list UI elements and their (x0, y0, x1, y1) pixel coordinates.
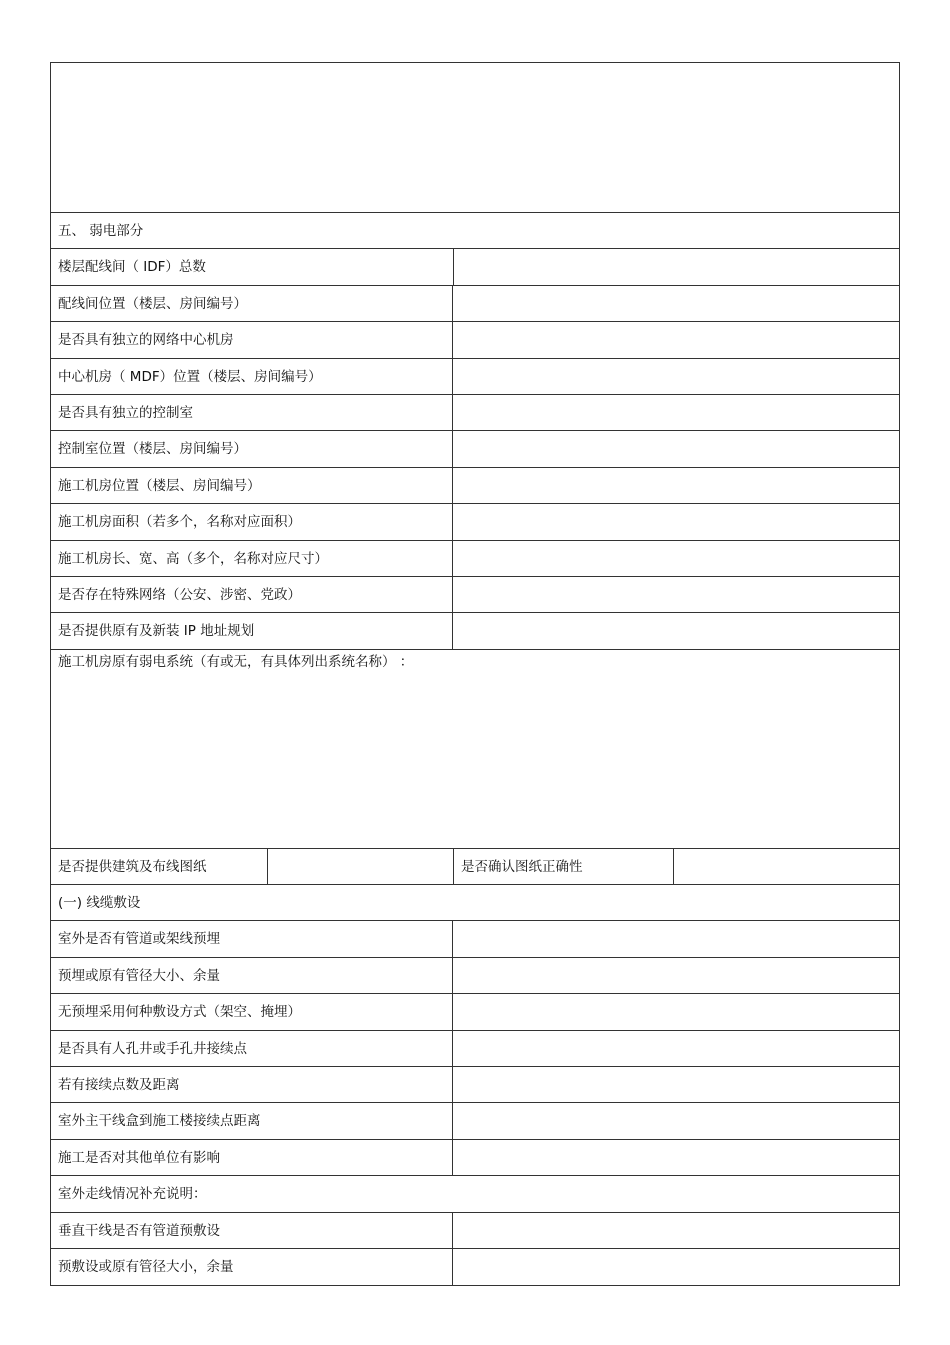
row-label: 室外主干线盒到施工楼接续点距离 (51, 1103, 453, 1138)
table-row (51, 1249, 899, 1285)
row-value[interactable] (453, 504, 899, 539)
row-label: 配线间位置（楼层、房间编号） (51, 286, 453, 321)
row-value[interactable] (453, 1067, 899, 1102)
table-row (51, 395, 899, 431)
existing-systems-row (51, 650, 899, 849)
row-value[interactable] (453, 359, 899, 394)
outdoor-note-row (51, 1176, 899, 1212)
subsection-header-row (51, 885, 899, 921)
row-label: 无预埋采用何种敷设方式（架空、掩埋） (51, 994, 453, 1029)
row-value[interactable] (453, 613, 899, 648)
row-value[interactable] (453, 468, 899, 503)
row-label: 预埋或原有管径大小、余量 (51, 958, 453, 993)
table-row (51, 1213, 899, 1249)
table-row (51, 1031, 899, 1067)
outdoor-note-label[interactable]: 室外走线情况补充说明： (58, 1186, 207, 1203)
table-row (51, 322, 899, 358)
row-label: 施工机房长、宽、高（多个，名称对应尺寸） (51, 541, 453, 576)
table-row (51, 1140, 899, 1176)
table-row (51, 359, 899, 395)
row-label: 是否提供原有及新装 IP 地址规划 (51, 613, 453, 648)
section-header-row (51, 213, 899, 249)
confirm-drawings-value[interactable] (674, 849, 899, 884)
blank-cell[interactable] (51, 63, 899, 212)
row-value[interactable] (453, 577, 899, 612)
existing-systems-label[interactable]: 施工机房原有弱电系统（有或无，有具体列出系统名称） ： (58, 653, 414, 670)
row-value[interactable] (453, 541, 899, 576)
table-row (51, 994, 899, 1030)
table-row (51, 1103, 899, 1139)
table-row (51, 1067, 899, 1103)
table-row (51, 504, 899, 540)
row-value[interactable] (454, 249, 899, 284)
row-value[interactable] (453, 286, 899, 321)
row-value[interactable] (453, 322, 899, 357)
table-row (51, 249, 899, 285)
table-row (51, 541, 899, 577)
table-row (51, 286, 899, 322)
row-label: 是否具有独立的网络中心机房 (51, 322, 453, 357)
table-row (51, 958, 899, 994)
row-value[interactable] (453, 1103, 899, 1138)
row-value[interactable] (453, 1213, 899, 1248)
row-value[interactable] (453, 395, 899, 430)
row-value[interactable] (453, 958, 899, 993)
table-row (51, 613, 899, 649)
provide-drawings-value[interactable] (268, 849, 454, 884)
subsection-title: (一) 线缆敷设 (58, 895, 141, 912)
row-label: 是否具有独立的控制室 (51, 395, 453, 430)
row-value[interactable] (453, 921, 899, 956)
row-label: 施工机房位置（楼层、房间编号） (51, 468, 453, 503)
provide-drawings-label: 是否提供建筑及布线图纸 (51, 849, 268, 884)
row-value[interactable] (453, 1140, 899, 1175)
section-title: 五、 弱电部分 (58, 223, 144, 239)
table-row (51, 431, 899, 467)
row-label: 控制室位置（楼层、房间编号） (51, 431, 453, 466)
drawings-row (51, 849, 899, 885)
row-label: 楼层配线间（ IDF）总数 (51, 249, 454, 284)
row-label: 是否具有人孔井或手孔井接续点 (51, 1031, 453, 1066)
table-row (51, 921, 899, 957)
row-value[interactable] (453, 1249, 899, 1285)
blank-area (51, 63, 899, 213)
row-value[interactable] (453, 994, 899, 1029)
row-label: 中心机房（ MDF）位置（楼层、房间编号） (51, 359, 453, 394)
table-row (51, 577, 899, 613)
row-label: 施工机房面积（若多个，名称对应面积） (51, 504, 453, 539)
confirm-drawings-label: 是否确认图纸正确性 (454, 849, 674, 884)
row-label: 是否存在特殊网络（公安、涉密、党政） (51, 577, 453, 612)
table-row (51, 468, 899, 504)
row-value[interactable] (453, 431, 899, 466)
row-label: 垂直干线是否有管道预敷设 (51, 1213, 453, 1248)
row-label: 室外是否有管道或架线预埋 (51, 921, 453, 956)
survey-table (50, 62, 900, 1286)
row-label: 预敷设或原有管径大小，余量 (51, 1249, 453, 1285)
row-label: 若有接续点数及距离 (51, 1067, 453, 1102)
row-value[interactable] (453, 1031, 899, 1066)
row-label: 施工是否对其他单位有影响 (51, 1140, 453, 1175)
